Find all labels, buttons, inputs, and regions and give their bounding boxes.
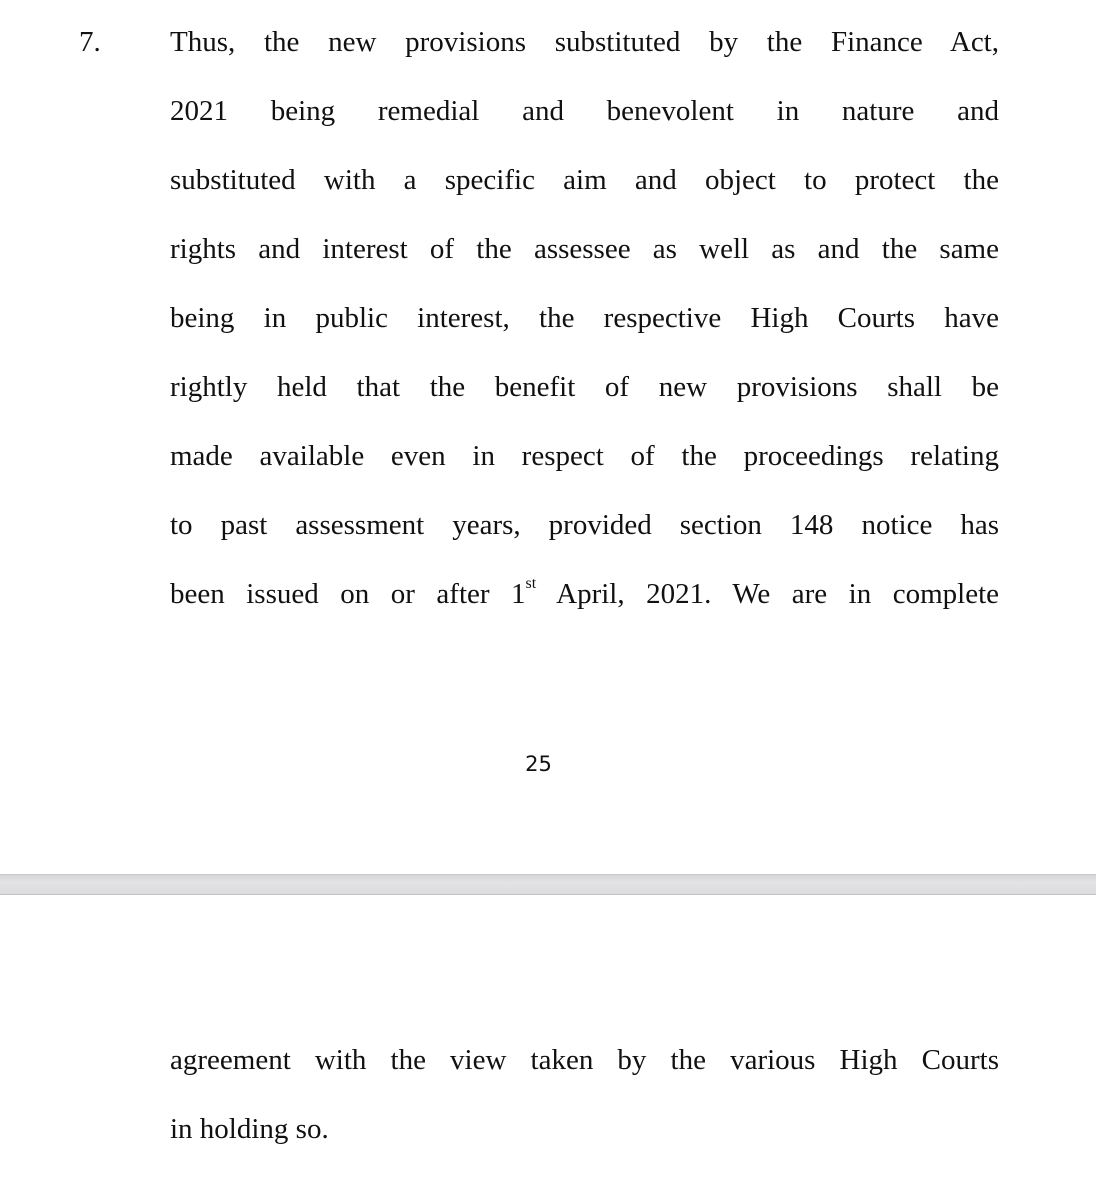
text-line: agreement with the view taken by the various High Courts bbox=[170, 1044, 999, 1076]
page-26 bbox=[0, 895, 1096, 1200]
text-line: rightly held that the benefit of new provisions shall be bbox=[170, 371, 999, 403]
text-line-with-superscript bbox=[170, 576, 999, 612]
paragraph-number: 7. bbox=[79, 26, 101, 58]
text-line: being in public interest, the respective High Courts have bbox=[170, 302, 999, 334]
text-segment: April, 2021. We are in complete bbox=[536, 578, 999, 610]
text-line: substituted with a specific aim and object to protect the bbox=[170, 164, 999, 196]
page-separator bbox=[0, 874, 1096, 895]
text-line: in holding so. bbox=[170, 1113, 329, 1145]
text-line: made available even in respect of the proceedings relating bbox=[170, 440, 999, 472]
text-line: Thus, the new provisions substituted by the Finance Act, bbox=[170, 26, 999, 58]
superscript: st bbox=[525, 575, 537, 593]
text-line: rights and interest of the assessee as well as and the same bbox=[170, 233, 999, 265]
text-segment: been issued on or after 1 bbox=[170, 578, 526, 610]
page-number: 25 bbox=[525, 752, 552, 776]
text-line: 2021 being remedial and benevolent in nature and bbox=[170, 95, 999, 127]
text-line: to past assessment years, provided section 148 notice has bbox=[170, 509, 999, 541]
